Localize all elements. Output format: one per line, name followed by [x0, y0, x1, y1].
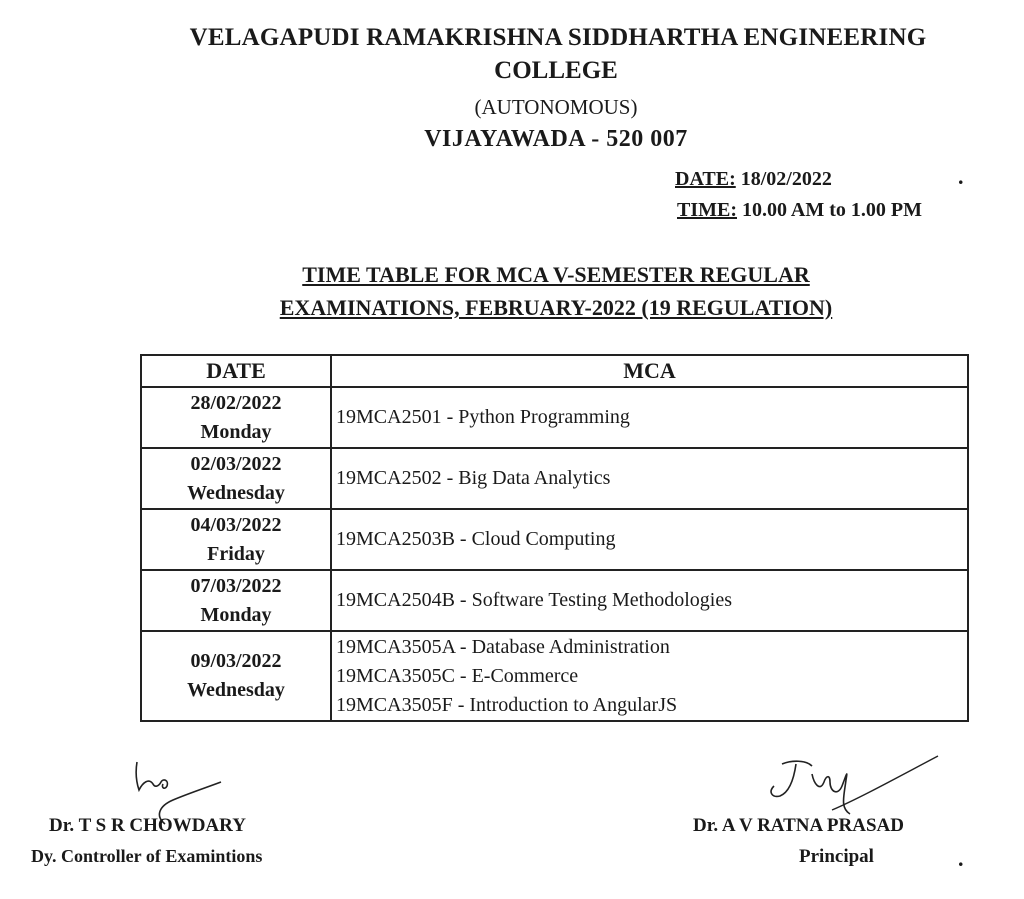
- date-value: 18/02/2022: [740, 168, 832, 190]
- signatory-right-name: Dr. A V RATNA PRASAD: [693, 815, 904, 836]
- course-entry: 19MCA3505A - Database Administration: [336, 635, 670, 658]
- course-cell: [331, 570, 968, 631]
- autonomous-label: (AUTONOMOUS): [474, 95, 638, 119]
- exam-date: 04/03/2022: [190, 513, 282, 536]
- table-row: [141, 570, 968, 631]
- date-cell: [141, 570, 331, 631]
- course-entry: 19MCA2502 - Big Data Analytics: [336, 467, 611, 489]
- course-cell: [331, 448, 968, 509]
- date-cell: [141, 448, 331, 509]
- exam-day: Monday: [200, 603, 272, 626]
- date-cell: [141, 631, 331, 721]
- college-name-line2: COLLEGE: [494, 57, 618, 84]
- exam-day: Monday: [200, 420, 272, 443]
- course-entry: 19MCA2501 - Python Programming: [336, 406, 630, 428]
- exam-date: 07/03/2022: [190, 574, 282, 597]
- exam-time-line: [677, 199, 922, 222]
- exam-day: Wednesday: [187, 481, 285, 504]
- course-entry: 19MCA2503B - Cloud Computing: [336, 528, 616, 550]
- title-line1-text: TIME TABLE FOR MCA V-SEMESTER REGULAR: [302, 262, 810, 287]
- college-name-line1: VELAGAPUDI RAMAKRISHNA SIDDHARTHA ENGINEERING: [189, 24, 927, 51]
- course-cell: [331, 387, 968, 448]
- timetable-title-line2: [116, 295, 996, 321]
- signatory-left-title: Dy. Controller of Examintions: [31, 846, 263, 866]
- time-value: 10.00 AM to 1.00 PM: [742, 199, 922, 221]
- table-header-row: [141, 355, 968, 387]
- exam-day: Wednesday: [187, 679, 285, 701]
- table-row: [141, 448, 968, 509]
- title-line2-text: EXAMINATIONS, FEBRUARY-2022 (19 REGULATION): [279, 295, 833, 320]
- time-label: TIME:: [677, 199, 737, 221]
- table-row: [141, 509, 968, 570]
- trailing-dot: .: [958, 164, 964, 189]
- exam-date-line: [675, 168, 832, 191]
- course-entry: 19MCA3505F - Introduction to AngularJS: [336, 693, 678, 716]
- date-cell: [141, 509, 331, 570]
- header-mca: MCA: [331, 355, 968, 387]
- exam-date: 09/03/2022: [190, 650, 282, 672]
- signatory-left-name: Dr. T S R CHOWDARY: [49, 815, 246, 836]
- signature-right: [760, 752, 945, 822]
- course-entry: 19MCA2504B - Software Testing Methodologies: [336, 589, 732, 611]
- course-cell: [331, 509, 968, 570]
- course-cell: [331, 631, 968, 721]
- course-entry: 19MCA3505C - E-Commerce: [336, 664, 579, 687]
- table-row: [141, 631, 968, 721]
- exam-day: Friday: [207, 542, 265, 565]
- trailing-dot-principal: .: [958, 846, 964, 871]
- signatory-right-title: Principal: [799, 846, 874, 867]
- header-date: DATE: [141, 355, 331, 387]
- timetable-title-line1: [116, 262, 996, 288]
- exam-date: 28/02/2022: [190, 391, 282, 414]
- exam-date: 02/03/2022: [190, 452, 282, 475]
- date-cell: [141, 387, 331, 448]
- exam-timetable: [140, 354, 969, 722]
- city-pincode: VIJAYAWADA - 520 007: [424, 126, 688, 152]
- table-row: [141, 387, 968, 448]
- date-label: DATE:: [675, 168, 736, 190]
